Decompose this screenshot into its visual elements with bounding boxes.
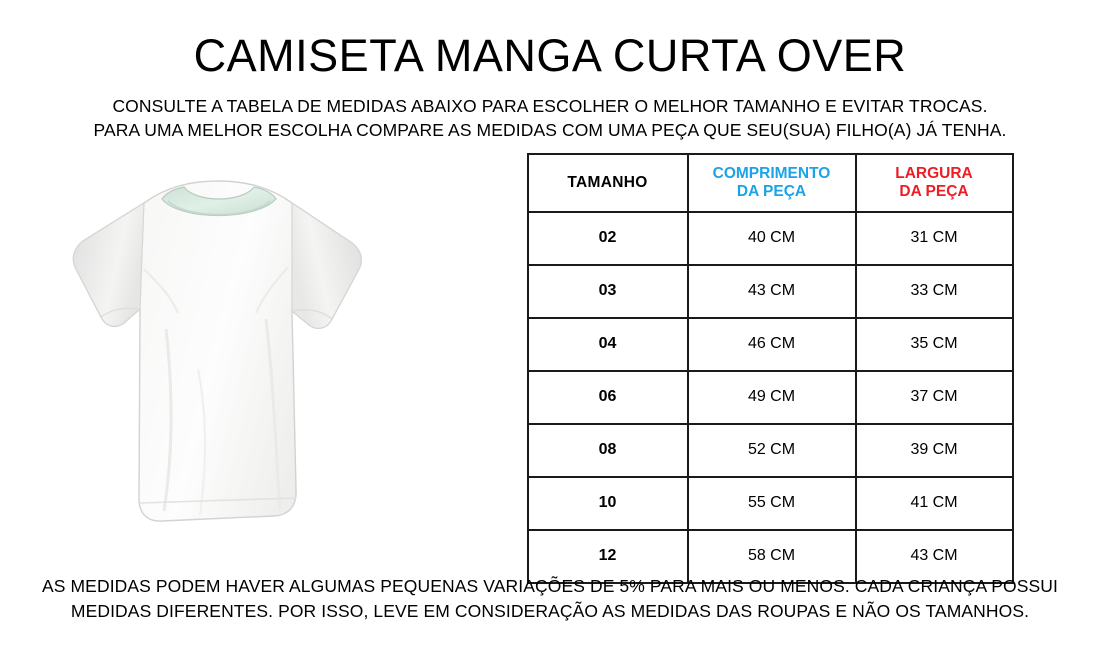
table-row (528, 318, 1013, 371)
product-image (0, 149, 440, 569)
cell-length: 43 CM (688, 265, 856, 318)
tshirt-icon (40, 159, 400, 559)
table-row (528, 212, 1013, 265)
cell-length: 46 CM (688, 318, 856, 371)
header-cell-width (856, 154, 1013, 212)
cell-width: 39 CM (856, 424, 1013, 477)
table-row (528, 265, 1013, 318)
table-row (528, 371, 1013, 424)
cell-width: 33 CM (856, 265, 1013, 318)
cell-size: 02 (528, 212, 688, 265)
cell-size: 03 (528, 265, 688, 318)
header-label-size: TAMANHO (567, 173, 648, 191)
header-label-width-line2: DA PEÇA (899, 182, 969, 200)
cell-width: 41 CM (856, 477, 1013, 530)
table-row (528, 477, 1013, 530)
cell-length: 55 CM (688, 477, 856, 530)
cell-length: 49 CM (688, 371, 856, 424)
cell-width: 35 CM (856, 318, 1013, 371)
subtitle-line-1: CONSULTE A TABELA DE MEDIDAS ABAIXO PARA ESCOLHER O MELHOR TAMANHO E EVITAR TROCAS. (112, 96, 988, 117)
header-label-length-line2: DA PEÇA (736, 182, 807, 200)
cell-length: 40 CM (688, 212, 856, 265)
cell-size: 04 (528, 318, 688, 371)
footer-line-2: MEDIDAS DIFERENTES. POR ISSO, LEVE EM CONSIDERAÇÃO AS MEDIDAS DAS ROUPAS E NÃO OS TAMANHOS. (70, 600, 1030, 621)
cell-width: 37 CM (856, 371, 1013, 424)
cell-size: 12 (528, 530, 688, 583)
cell-length: 52 CM (688, 424, 856, 477)
subtitle-block (0, 95, 1100, 142)
header-label-width-line1: LARGURA (895, 164, 973, 182)
size-table-container (440, 149, 1100, 584)
cell-size: 10 (528, 477, 688, 530)
size-table-body (528, 212, 1013, 583)
page-title: CAMISETA MANGA CURTA OVER (193, 30, 907, 81)
header-cell-size (528, 154, 688, 212)
cell-size: 06 (528, 371, 688, 424)
subtitle-line-2: PARA UMA MELHOR ESCOLHA COMPARE AS MEDIDAS COM UMA PEÇA QUE SEU(SUA) FILHO(A) JÁ TENHA. (93, 119, 1007, 140)
header-cell-length (688, 154, 856, 212)
footer-note (0, 574, 1100, 623)
header-label-length-line1: COMPRIMENTO (712, 164, 831, 182)
size-table (527, 153, 1014, 584)
cell-width: 43 CM (856, 530, 1013, 583)
table-header-row (528, 154, 1013, 212)
cell-length: 58 CM (688, 530, 856, 583)
size-table-head (528, 154, 1013, 212)
cell-size: 08 (528, 424, 688, 477)
table-row (528, 424, 1013, 477)
footer-line-1: AS MEDIDAS PODEM HAVER ALGUMAS PEQUENAS VARIAÇÕES DE 5% PARA MAIS OU MENOS. CADA CRIANÇA POSSUI (42, 576, 1058, 596)
content-row (0, 149, 1100, 569)
cell-width: 31 CM (856, 212, 1013, 265)
